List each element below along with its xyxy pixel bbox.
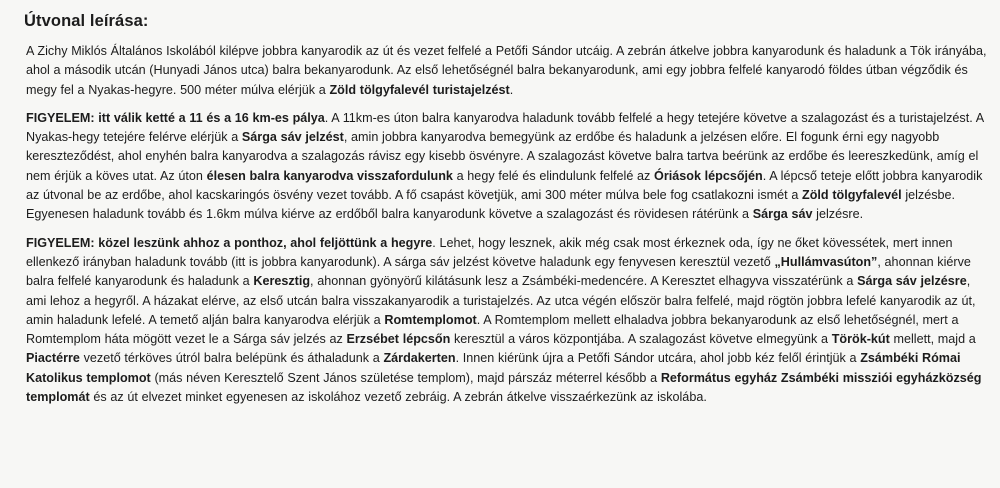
text-run: . A lépcső teteje előtt jobbra kanyarodik az útvonal be az erdőbe, ahol kacskaringós ösvény vezet tovább. A fő csapást követjük, ami 300 méter múlva bele fog csatlakozni ismét a [26, 168, 983, 203]
text-run: , amin jobbra kanyarodva bemegyünk az erdőbe és haladunk a jelzésen előre. El fogunk érni egy nagyobb kereszteződést, ahol enyhén balra kanyarodva a szalagozás rávisz egy kisebb ösvényre. A szalagozást követve balra tartva beérünk az erdőbe és leereszkedünk, amíg el nem érjük a köves utat. Az úton [26, 130, 979, 183]
bold-text: Zöld tölgyfalevél [802, 188, 902, 203]
text-run: a hegy felé és elindulunk felfelé az [452, 168, 655, 183]
paragraph-1 [26, 42, 990, 100]
bold-text: FIGYELEM: közel leszünk ahhoz a ponthoz, ahol feljöttünk a hegyre [26, 235, 433, 250]
text-run: , ami lehoz a hegyről. A házakat elérve, az első utcán balra visszakanyarodik a turistajelzés. Az utca végén először balra felfelé, majd rögtön jobbra lefelé kanyarodik az út, amin haladunk lefelé. A temető alján balra kanyarodva elérjük a [26, 274, 976, 327]
text-run: (más néven Keresztelő Szent János születése templom), majd párszáz méterrel később a [150, 370, 661, 385]
bold-text: FIGYELEM: itt válik ketté a 11 és a 16 km-es pálya [26, 110, 325, 125]
paragraph-2 [26, 109, 990, 225]
text-run: A Zichy Miklós Általános Iskolából kilépve jobbra kanyarodik az út és vezet felfelé a Petőfi Sándor utcáig. A zebrán átkelve jobbra kanyarodunk és haladunk a Tök irányába, ahol a második utcán (Hunyadi János utca) balra bekanyarodunk. Az első lehetőségnél balra bekanyarodunk, ami egy jobbra felfelé kanyarodó földes útban végződik és megy fel a Nyakas-hegyre. 500 méter múlva elérjük a [26, 44, 987, 97]
text-run: , ahonnan gyönyörű kilátásunk lesz a Zsámbéki-medencére. A Keresztet elhagyva visszatérünk a [310, 274, 858, 289]
document-body [26, 42, 990, 407]
text-run: . [509, 82, 514, 97]
bold-text: Romtemplomot [384, 312, 477, 327]
text-run: keresztül a város központjába. A szalagozást követve elmegyünk a [450, 332, 832, 347]
bold-text: Sárga sáv jelzést [241, 130, 344, 145]
text-run: és az út elvezet minket egyenesen az iskolához vezető zebráig. A zebrán átkelve visszaérkezünk az iskolába. [89, 390, 707, 405]
bold-text: Zsámbéki Római Katolikus templomot [26, 351, 961, 385]
bold-text: Piactérre [26, 351, 80, 366]
bold-text: Zöld tölgyfalevél turistajelzést [329, 82, 510, 97]
text-run: , ahonnan kiérve balra felfelé kanyarodunk és haladunk a [26, 254, 971, 289]
text-run: . A 11km-es úton balra kanyarodva haladunk tovább felfelé a hegy tetejére követve a szalagozást és a turistajelzést. A Nyakas-hegy tetejére felérve elérjük a [26, 110, 984, 145]
page-title: Útvonal leírása: [24, 12, 149, 30]
bold-text: Sárga sáv jelzésre [857, 274, 967, 289]
bold-text: Török-kút [831, 332, 890, 347]
text-run: vezető térköves útról balra belépünk és áthaladunk a [79, 351, 384, 366]
bold-text: Keresztig [253, 274, 311, 289]
text-run: . A Romtemplom mellett elhaladva jobbra bekanyarodunk az első lehetőségnél, mert a Romtemplom háta mögött vezet le a Sárga sáv jelzés az [26, 312, 959, 347]
text-run: . Lehet, hogy lesznek, akik még csak most érkeznek oda, így ne őket kövessétek, mert innen ellenkező irányban haladunk tovább (itt is jobbra kanyarodunk). A sárga sáv jelzést követve haladunk egy fenyvesen keresztül vezető [26, 235, 953, 269]
bold-text: Óriások lépcsőjén [654, 168, 763, 183]
text-run: jelzésre. [812, 207, 864, 222]
text-run: . Innen kiérünk újra a Petőfi Sándor utcára, ahol jobb kéz felől érintjük a [455, 351, 861, 366]
bold-text: Erzsébet lépcsőn [346, 332, 451, 347]
text-run: jelzésbe. Egyenesen haladunk tovább és 1.6km múlva kiérve az erdőből balra kanyarodunk követve a szalagozást és rövidesen rátérünk a [26, 188, 956, 222]
paragraph-3 [26, 234, 990, 408]
text-run: mellett, majd a [889, 332, 976, 347]
bold-text: Református egyház Zsámbéki missziói egyházközség templomát [26, 370, 982, 405]
bold-text: Sárga sáv [752, 207, 813, 222]
bold-text: élesen balra kanyarodva visszafordulunk [206, 168, 453, 183]
bold-text: Zárdakerten [383, 351, 456, 366]
bold-text: „Hullámvasúton” [774, 254, 878, 269]
